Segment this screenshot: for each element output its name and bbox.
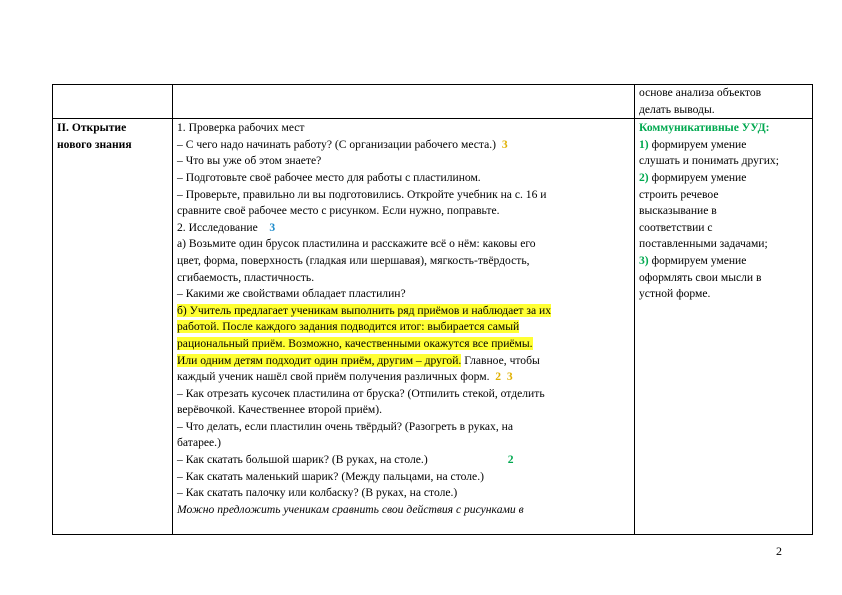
uud-item-text: формируем умение: [648, 253, 747, 267]
uud-item-number: 2): [639, 170, 649, 184]
content-cell-empty: [173, 85, 635, 119]
uud-item: [639, 253, 808, 270]
highlighted-text: Или одним детям подходит один приём, другим – другой.: [177, 353, 462, 367]
content-line: – Как скатать палочку или колбаску? (В руках, на столе.): [177, 486, 458, 500]
content-line: [177, 303, 630, 320]
content-text: каждый ученик нашёл свой приём получения различных форм.: [177, 370, 490, 384]
stage-cell: [53, 119, 173, 535]
content-line: 1. Проверка рабочих мест: [177, 121, 305, 135]
content-text: 2. Исследование: [177, 220, 258, 234]
content-line: – Как отрезать кусочек пластилина от бруска? (Отпилить стекой, отделить: [177, 386, 545, 400]
uud-title: Коммуникативные УУД:: [639, 121, 770, 135]
uud-item-text: формируем умение: [648, 137, 747, 151]
content-line: [177, 452, 630, 469]
level-mark: 3: [506, 370, 513, 384]
uud-item-line: высказывание в: [639, 204, 717, 218]
uud-item-line: соответствии с: [639, 220, 713, 234]
uud-item: [639, 137, 808, 154]
lesson-plan-table: [52, 84, 813, 535]
uud-cell: [635, 119, 813, 535]
content-line: – Какими же свойствами обладает пластилин?: [177, 287, 406, 301]
uud-item-line: поставленными задачами;: [639, 237, 768, 251]
uud-cell-continued: [635, 85, 813, 119]
content-line: – Что вы уже об этом знаете?: [177, 154, 322, 168]
uud-item-line: строить речевое: [639, 187, 719, 201]
content-line: сравните своё рабочее место с рисунком. Если нужно, поправьте.: [177, 204, 500, 218]
content-line: – Что делать, если пластилин очень твёрдый? (Разогреть в руках, на: [177, 419, 513, 433]
uud-item-number: 3): [639, 253, 649, 267]
stage-title-line: нового знания: [57, 137, 132, 151]
content-line: – Проверьте, правильно ли вы подготовились. Откройте учебник на с. 16 и: [177, 187, 547, 201]
highlighted-text: работой. После каждого задания подводится итог: выбирается самый: [177, 320, 520, 334]
content-line: [177, 137, 630, 154]
highlighted-text: рациональный приём. Возможно, качественными окажутся все приёмы.: [177, 336, 533, 350]
page-number: 2: [776, 544, 782, 558]
content-text: Главное, чтобы: [461, 353, 540, 367]
stage-title-line: II. Открытие: [57, 121, 127, 135]
content-line: [177, 319, 630, 336]
content-line: – Подготовьте своё рабочее место для работы с пластилином.: [177, 170, 481, 184]
content-line: Можно предложить ученикам сравнить свои действия с рисунками в: [177, 502, 524, 516]
uud-item-line: слушать и понимать других;: [639, 154, 779, 168]
content-line: цвет, форма, поверхность (гладкая или шершавая), мягкость-твёрдость,: [177, 253, 530, 267]
table-row: [53, 85, 813, 119]
content-line: – Как скатать маленький шарик? (Между пальцами, на столе.): [177, 469, 484, 483]
uud-item-line: устной форме.: [639, 287, 711, 301]
content-line: [177, 353, 630, 370]
content-text: – С чего надо начинать работу? (С организации рабочего места.): [177, 137, 497, 151]
uud-item: [639, 170, 808, 187]
table-row: [53, 119, 813, 535]
content-line: [177, 220, 630, 237]
content-line: батарее.): [177, 436, 221, 450]
content-text: – Как скатать большой шарик? (В руках, на столе.): [177, 453, 428, 467]
content-cell: [173, 119, 635, 535]
stage-cell-empty: [53, 85, 173, 119]
level-mark: 2: [507, 453, 514, 467]
content-line: а) Возьмите один брусок пластилина и расскажите всё о нём: каковы его: [177, 237, 536, 251]
highlighted-text: б) Учитель предлагает ученикам выполнить ряд приёмов и наблюдает за их: [177, 303, 551, 317]
level-mark: 3: [269, 220, 276, 234]
content-line: верёвочкой. Качественнее второй приём).: [177, 403, 382, 417]
uud-item-line: оформлять свои мысли в: [639, 270, 762, 284]
content-line: [177, 336, 630, 353]
uud-text-line: делать выводы.: [639, 102, 715, 116]
content-line: [177, 369, 630, 386]
level-mark: 2: [495, 370, 502, 384]
level-mark: 3: [501, 137, 508, 151]
uud-item-number: 1): [639, 137, 649, 151]
uud-item-text: формируем умение: [648, 170, 747, 184]
uud-text-line: основе анализа объектов: [639, 86, 762, 99]
content-line: сгибаемость, пластичность.: [177, 270, 315, 284]
